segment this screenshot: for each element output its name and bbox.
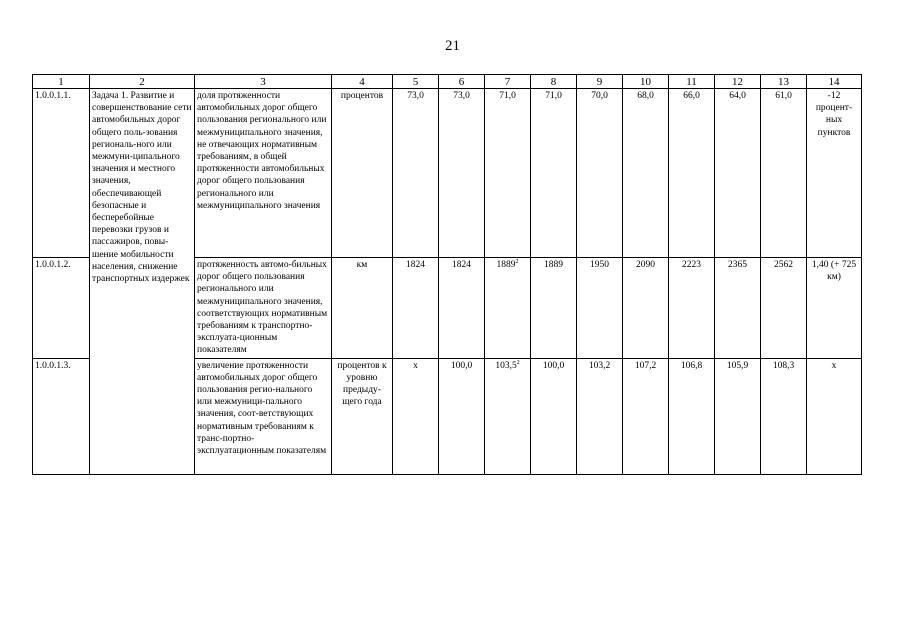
value-cell: 61,0 [761, 89, 807, 258]
column-header: 2 [90, 75, 195, 89]
value-cell: 71,0 [531, 89, 577, 258]
value-cell: 2562 [761, 258, 807, 359]
column-header: 7 [485, 75, 531, 89]
value-cell: 100,0 [439, 358, 485, 474]
value-cell: 103,2 [577, 358, 623, 474]
task-description: Задача 1. Развитие и совершенствование сети автомобильных дорог общего поль-зования региональ-ного или межмуни-ципального значения и местного значения, обеспечивающей безопасные и бесперебойные перевозки грузов и пассажиров, повы-шение мобильности населения, снижение транспортных издержек [90, 89, 195, 475]
header-row [33, 75, 862, 89]
value-cell: 68,0 [623, 89, 669, 258]
value-cell: 2223 [669, 258, 715, 359]
row-code: 1.0.0.1.3. [33, 358, 90, 474]
value-text: 103,5 [495, 360, 517, 371]
value-cell: 70,0 [577, 89, 623, 258]
value-cell: 64,0 [715, 89, 761, 258]
value-cell: 73,0 [393, 89, 439, 258]
footnote-mark: 2 [516, 359, 520, 366]
footnote-mark: 2 [515, 258, 519, 265]
total-change: х [807, 358, 862, 474]
value-cell: 100,0 [531, 358, 577, 474]
row-code: 1.0.0.1.1. [33, 89, 90, 258]
value-cell: 2365 [715, 258, 761, 359]
column-header: 8 [531, 75, 577, 89]
indicator-name: доля протяженности автомобильных дорог общего пользования регионального или межмуниципального значения, не отвечающих нормативным требованиям, в общей протяженности автомобильных дорог общего пользования регионального или межмуниципального значения [195, 89, 332, 258]
value-cell [485, 358, 531, 474]
column-header: 6 [439, 75, 485, 89]
value-cell: 1950 [577, 258, 623, 359]
value-cell: х [393, 358, 439, 474]
value-cell: 1824 [439, 258, 485, 359]
unit: км [332, 258, 393, 359]
value-text: 71,0 [499, 91, 516, 101]
value-cell: 1824 [393, 258, 439, 359]
value-cell: 73,0 [439, 89, 485, 258]
column-header: 10 [623, 75, 669, 89]
indicator-name: увеличение протяженности автомобильных дорог общего пользования регио-нального или межмуници-пального значения, соот-ветствующих нормативным требованиям к транс-портно-эксплуатационным показателям [195, 358, 332, 474]
value-cell: 106,8 [669, 358, 715, 474]
indicator-table [32, 74, 862, 475]
column-header: 5 [393, 75, 439, 89]
column-header: 14 [807, 75, 862, 89]
column-header: 12 [715, 75, 761, 89]
indicator-name: протяженность автомо-бильных дорог общего пользования регионального или межмуниципального значения, соответствующих нормативным требованиям к транспортно-эксплуата-ционным показателям [195, 258, 332, 359]
value-cell [485, 89, 531, 258]
table-row [33, 89, 862, 258]
column-header: 11 [669, 75, 715, 89]
total-change: 1,40 (+ 725 км) [807, 258, 862, 359]
value-cell: 2090 [623, 258, 669, 359]
column-header: 13 [761, 75, 807, 89]
column-header: 3 [195, 75, 332, 89]
page-number: 21 [445, 38, 460, 54]
column-header: 1 [33, 75, 90, 89]
value-text: 1889 [496, 260, 516, 270]
column-header: 4 [332, 75, 393, 89]
value-cell: 107,2 [623, 358, 669, 474]
row-code: 1.0.0.1.2. [33, 258, 90, 359]
total-change: -12 процент-ных пунктов [807, 89, 862, 258]
unit: процентов к уровню предыду-щего года [332, 358, 393, 474]
column-header: 9 [577, 75, 623, 89]
unit: процентов [332, 89, 393, 258]
value-cell: 105,9 [715, 358, 761, 474]
value-cell [485, 258, 531, 359]
value-cell: 108,3 [761, 358, 807, 474]
value-cell: 1889 [531, 258, 577, 359]
value-cell: 66,0 [669, 89, 715, 258]
